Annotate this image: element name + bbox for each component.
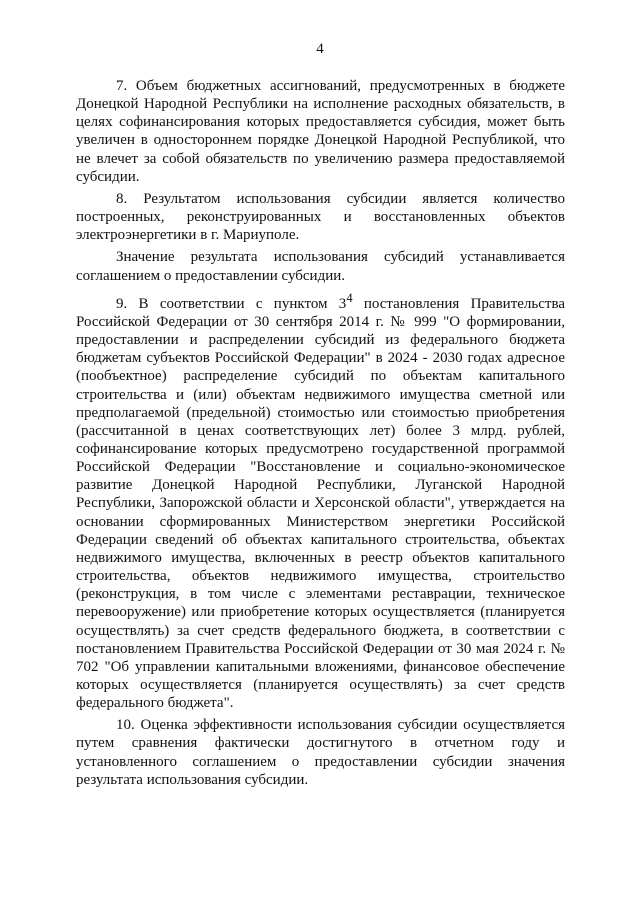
paragraph-result-value: Значение результата использования субсидий устанавливается соглашением о предоставлении субсидии. xyxy=(76,249,565,284)
paragraph-8-subsidy-result: 8. Результатом использования субсидии является количество построенных, реконструированных и восстановленных объектов электроэнергетики в г. Мариуполе. xyxy=(76,190,565,244)
paragraph-9-distribution xyxy=(76,289,565,713)
paragraph-10-efficiency: 10. Оценка эффективности использования субсидии осуществляется путем сравнения фактически достигнутого в отчетном году и установленного соглашением о предоставлении субсидии значения результата использования субсидии. xyxy=(76,717,565,788)
paragraph-7-budget-allocations: 7. Объем бюджетных ассигнований, предусмотренных в бюджете Донецкой Народной Республики на исполнение расходных обязательств, в целях софинансирования которых предоставляется субсидия, может быть увеличен в одностороннем порядке Донецкой Народной Республикой, что не влечет за собой обязательств по увеличению размера предоставляемой субсидии. xyxy=(76,78,565,185)
page-number: 4 xyxy=(316,41,324,57)
paragraph-9-text-start: 9. В соответствии с пунктом 3 xyxy=(116,295,347,312)
superscript-footnote: 4 xyxy=(346,290,353,305)
paragraph-9-text-rest: постановления Правительства Российской Федерации от 30 сентября 2014 г. № 999 "О формировании, предоставлении и распределении субсидий из федерального бюджета бюджетам субъектов Российской Федерации" в 2024 - 2030 годах адресное (пообъектное) распределение субсидий по объектам капитального строительства и (или) объектам недвижимого имущества сметной или предполагаемой (предельной) стоимостью или стоимостью приобретения (рассчитанной в ценах соответствующих лет) более 3 млрд. рублей, софинансирование которых предусмотрено государственной программой Российской Федерации "Восстановление и социально-экономическое развитие Донецкой Народной Республики, Луганской Народной Республики, Запорожской области и Херсонской области", утверждается на основании сформированных Министерством энергетики Российской Федерации сведений об объектах капитального строительства, объектах недвижимого имущества, включенных в реестр объектов капитального строительства, объектов недвижимого имущества, строительство (реконструкция, в том числе с элементами реставрации, техническое перевооружение) или приобретение которых осуществляется (планируется осуществлять) за счет средств федерального бюджета, в соответствии с постановлением Правительства Российской Федерации от 30 мая 2024 г. № 702 "Об управлении капитальными вложениями, финансовое обеспечение которых осуществляется (планируется осуществлять) за счет средств федерального бюджета". xyxy=(76,295,565,712)
document-body xyxy=(76,77,565,789)
